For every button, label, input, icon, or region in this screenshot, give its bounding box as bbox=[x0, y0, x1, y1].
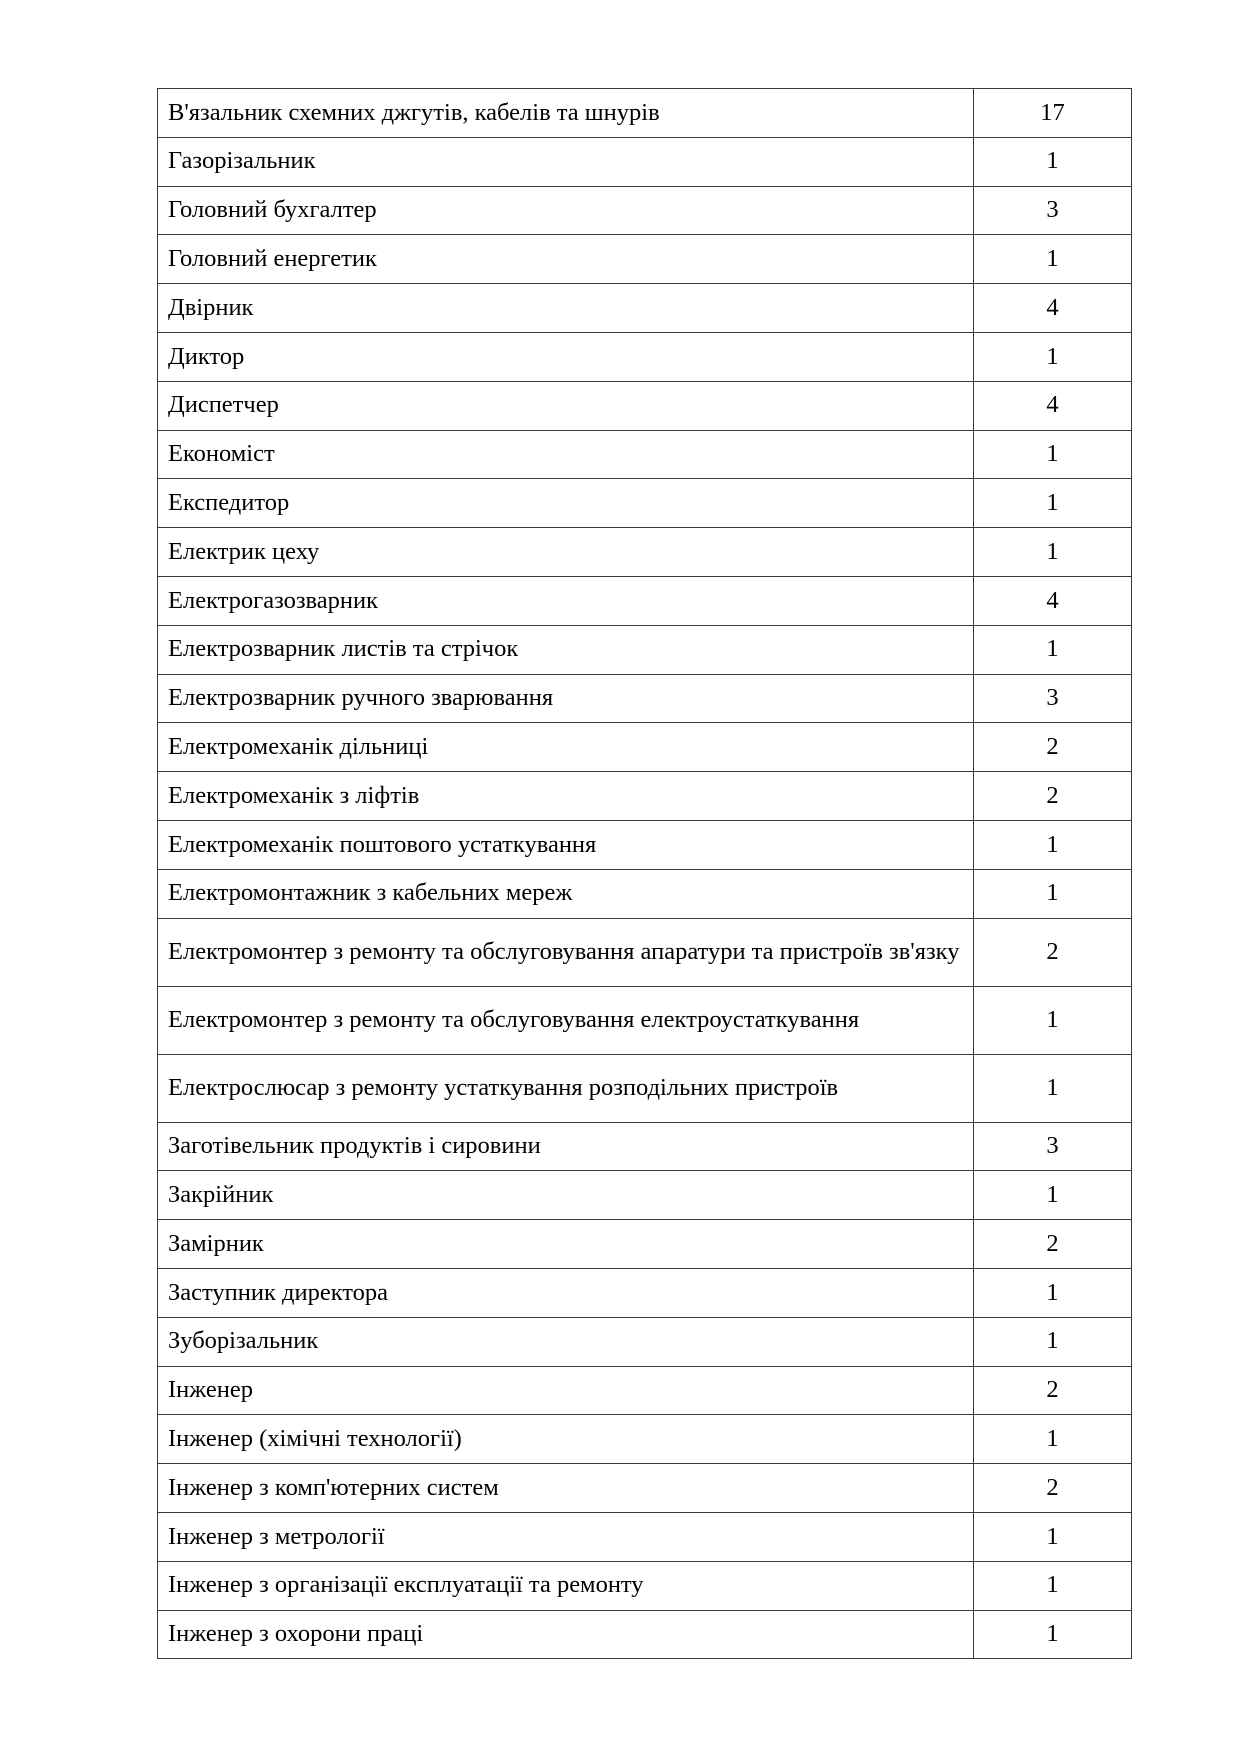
table-row bbox=[158, 235, 1132, 284]
occupation-name: Головний бухгалтер bbox=[158, 186, 974, 235]
occupation-count: 2 bbox=[974, 1220, 1132, 1269]
table-row bbox=[158, 1171, 1132, 1220]
table-row bbox=[158, 1054, 1132, 1122]
occupation-count: 1 bbox=[974, 625, 1132, 674]
table-row bbox=[158, 674, 1132, 723]
occupation-name: Електромонтер з ремонту та обслуговування апаратури та пристроїв зв'язку bbox=[158, 918, 974, 986]
table-row bbox=[158, 381, 1132, 430]
occupation-count: 2 bbox=[974, 723, 1132, 772]
occupation-count: 4 bbox=[974, 284, 1132, 333]
table-row bbox=[158, 1366, 1132, 1415]
occupation-count: 1 bbox=[974, 820, 1132, 869]
occupation-count: 1 bbox=[974, 528, 1132, 577]
occupation-count: 1 bbox=[974, 1171, 1132, 1220]
occupation-name: Інженер з охорони праці bbox=[158, 1610, 974, 1659]
occupation-name: Електромеханік поштового устаткування bbox=[158, 820, 974, 869]
occupation-count: 2 bbox=[974, 918, 1132, 986]
occupation-count: 1 bbox=[974, 235, 1132, 284]
table-row bbox=[158, 186, 1132, 235]
occupation-count: 1 bbox=[974, 332, 1132, 381]
occupation-name: Економіст bbox=[158, 430, 974, 479]
occupation-name: Інженер (хімічні технології) bbox=[158, 1415, 974, 1464]
occupation-name: Електрозварник ручного зварювання bbox=[158, 674, 974, 723]
occupation-count: 1 bbox=[974, 1512, 1132, 1561]
table-row bbox=[158, 772, 1132, 821]
occupation-name: Заступник директора bbox=[158, 1268, 974, 1317]
occupation-name: Диктор bbox=[158, 332, 974, 381]
table-row bbox=[158, 869, 1132, 918]
occupation-count: 2 bbox=[974, 1464, 1132, 1513]
table-row bbox=[158, 576, 1132, 625]
table-row bbox=[158, 820, 1132, 869]
occupation-name: Електромеханік дільниці bbox=[158, 723, 974, 772]
table-row bbox=[158, 332, 1132, 381]
table-row bbox=[158, 723, 1132, 772]
occupation-name: Електрик цеху bbox=[158, 528, 974, 577]
occupation-name: Зуборізальник bbox=[158, 1317, 974, 1366]
table-row bbox=[158, 1464, 1132, 1513]
occupation-name: Електромонтер з ремонту та обслуговування електроустаткування bbox=[158, 986, 974, 1054]
table-row bbox=[158, 1317, 1132, 1366]
occupation-count: 3 bbox=[974, 1122, 1132, 1171]
table-row bbox=[158, 918, 1132, 986]
table-row bbox=[158, 1415, 1132, 1464]
occupation-table bbox=[157, 88, 1132, 1659]
table-row bbox=[158, 528, 1132, 577]
occupation-count: 1 bbox=[974, 1317, 1132, 1366]
occupation-count: 1 bbox=[974, 869, 1132, 918]
table-row bbox=[158, 89, 1132, 138]
occupation-name: Інженер з організації експлуатації та ремонту bbox=[158, 1561, 974, 1610]
occupation-name: Електромонтажник з кабельних мереж bbox=[158, 869, 974, 918]
occupation-name: Інженер з метрології bbox=[158, 1512, 974, 1561]
occupation-count: 1 bbox=[974, 479, 1132, 528]
occupation-name: В'язальник схемних джгутів, кабелів та шнурів bbox=[158, 89, 974, 138]
table-row bbox=[158, 1220, 1132, 1269]
table-row bbox=[158, 430, 1132, 479]
occupation-name: Інженер з комп'ютерних систем bbox=[158, 1464, 974, 1513]
table-row bbox=[158, 137, 1132, 186]
occupation-name: Електрогазозварник bbox=[158, 576, 974, 625]
occupation-count: 1 bbox=[974, 1054, 1132, 1122]
occupation-name: Двірник bbox=[158, 284, 974, 333]
table-row bbox=[158, 1512, 1132, 1561]
occupation-count: 1 bbox=[974, 430, 1132, 479]
table-row bbox=[158, 479, 1132, 528]
occupation-name: Головний енергетик bbox=[158, 235, 974, 284]
occupation-name: Електрослюсар з ремонту устаткування розподільних пристроїв bbox=[158, 1054, 974, 1122]
occupation-name: Електрозварник листів та стрічок bbox=[158, 625, 974, 674]
table-row bbox=[158, 1561, 1132, 1610]
occupation-count: 1 bbox=[974, 986, 1132, 1054]
table-row bbox=[158, 986, 1132, 1054]
occupation-count: 3 bbox=[974, 186, 1132, 235]
table-row bbox=[158, 625, 1132, 674]
occupation-count: 17 bbox=[974, 89, 1132, 138]
occupation-name: Диспетчер bbox=[158, 381, 974, 430]
occupation-count: 4 bbox=[974, 576, 1132, 625]
occupation-count: 1 bbox=[974, 1268, 1132, 1317]
occupation-name: Інженер bbox=[158, 1366, 974, 1415]
occupation-name: Заготівельник продуктів і сировини bbox=[158, 1122, 974, 1171]
table-row bbox=[158, 1122, 1132, 1171]
table-row bbox=[158, 284, 1132, 333]
occupation-count: 1 bbox=[974, 137, 1132, 186]
occupation-count: 1 bbox=[974, 1610, 1132, 1659]
occupation-count: 1 bbox=[974, 1415, 1132, 1464]
occupation-name: Закрійник bbox=[158, 1171, 974, 1220]
occupation-count: 2 bbox=[974, 1366, 1132, 1415]
table-row bbox=[158, 1268, 1132, 1317]
occupation-count: 1 bbox=[974, 1561, 1132, 1610]
occupation-name: Експедитор bbox=[158, 479, 974, 528]
occupation-count: 4 bbox=[974, 381, 1132, 430]
occupation-count: 3 bbox=[974, 674, 1132, 723]
occupation-name: Газорізальник bbox=[158, 137, 974, 186]
occupation-name: Електромеханік з ліфтів bbox=[158, 772, 974, 821]
table-row bbox=[158, 1610, 1132, 1659]
occupation-count: 2 bbox=[974, 772, 1132, 821]
occupation-name: Замірник bbox=[158, 1220, 974, 1269]
